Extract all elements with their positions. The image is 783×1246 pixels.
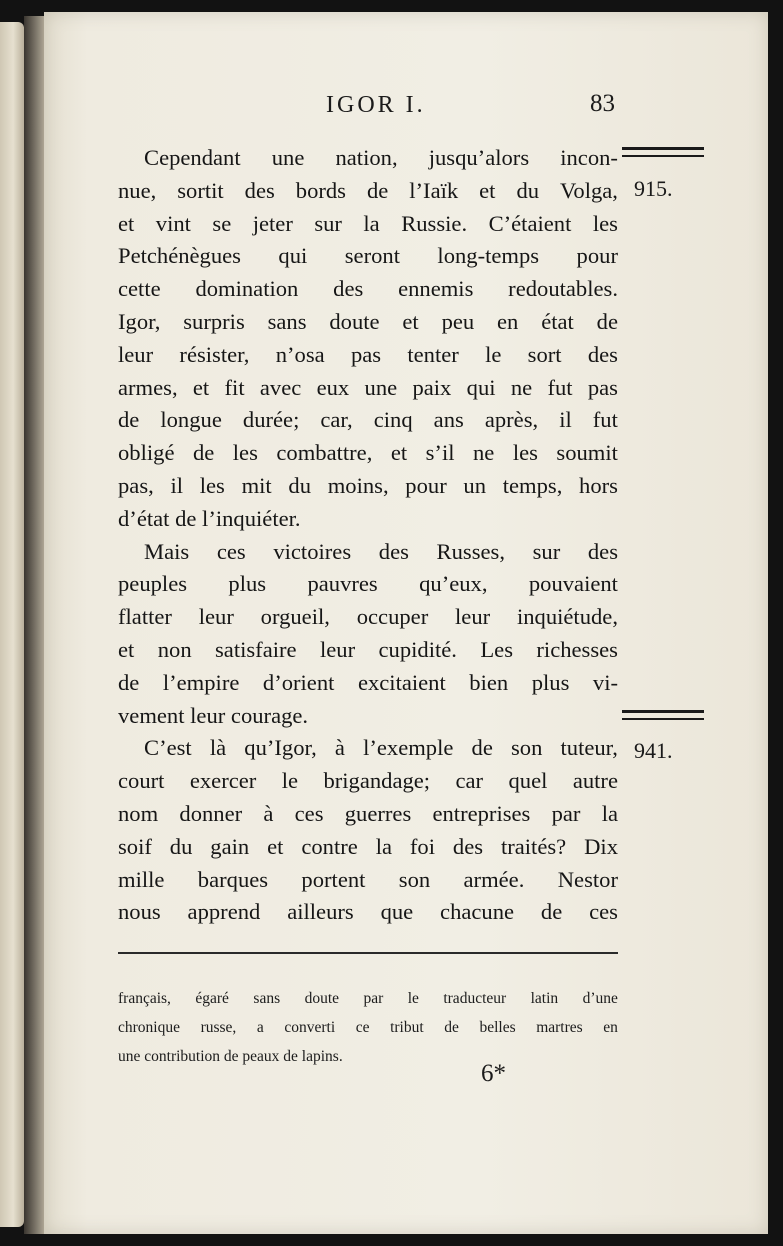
text-line: et non satisfaire leur cupidité. Les richesses	[118, 636, 618, 662]
text-line: obligé de les combattre, et s’il ne les soumit	[118, 440, 618, 466]
footnote-line: français, égaré sans doute par le traducteur latin d’une	[118, 990, 618, 1007]
text-line: mille barques portent son armée. Nestor	[118, 866, 618, 892]
text-line: soif du gain et contre la foi des traités? Dix	[118, 833, 618, 859]
text-line: flatter leur orgueil, occuper leur inquiétude,	[118, 604, 618, 630]
margin-date-915: 915.	[634, 176, 673, 201]
text-line: nue, sortit des bords de l’Iaïk et du Volga,	[118, 177, 618, 203]
page-number: 83	[590, 90, 615, 117]
text-line: Cependant une nation, jusqu’alors incon-	[144, 145, 618, 170]
text-line: Igor, surpris sans doute et peu en état de	[118, 308, 618, 334]
text-line: vement leur courage.	[118, 702, 309, 728]
text-line: et vint se jeter sur la Russie. C’étaient les	[118, 210, 618, 236]
text-line: Petchénègues qui seront long-temps pour	[118, 243, 618, 269]
text-line: nom donner à ces guerres entreprises par la	[118, 800, 618, 826]
footnote-line: chronique russe, a converti ce tribut de belles martres en	[118, 1019, 618, 1036]
facing-page-edge	[0, 22, 24, 1227]
text-line: nous apprend ailleurs que chacune de ces	[118, 899, 618, 925]
text-line: cette domination des ennemis redoutables.	[118, 276, 618, 302]
text-line: armes, et fit avec eux une paix qui ne fut pas	[118, 374, 618, 400]
text-line: de longue durée; car, cinq ans après, il fut	[118, 407, 618, 433]
text-line: leur résister, n’osa pas tenter le sort des	[118, 341, 618, 367]
text-line: C’est là qu’Igor, à l’exemple de son tuteur,	[144, 735, 618, 761]
book-gutter	[24, 16, 46, 1234]
text-line: peuples plus pauvres qu’eux, pouvaient	[118, 571, 618, 597]
signature-mark: 6*	[481, 1060, 506, 1087]
margin-rule-top	[622, 147, 704, 157]
text-line: court exercer le brigandage; car quel autre	[118, 768, 618, 794]
margin-date-941: 941.	[634, 738, 673, 763]
main-text	[118, 142, 618, 929]
book-page	[44, 12, 768, 1234]
text-line: d’état de l’inquiéter.	[118, 505, 301, 531]
footnote	[118, 984, 618, 1071]
text-line: Mais ces victoires des Russes, sur des	[144, 538, 618, 564]
footnote-line: une contribution de peaux de lapins.	[118, 1048, 343, 1065]
text-line: de l’empire d’orient excitaient bien plus vi-	[118, 669, 618, 695]
text-line: pas, il les mit du moins, pour un temps, hors	[118, 472, 618, 498]
footnote-rule	[118, 952, 618, 954]
running-head: IGOR I.	[326, 92, 426, 118]
margin-rule-middle	[622, 710, 704, 720]
